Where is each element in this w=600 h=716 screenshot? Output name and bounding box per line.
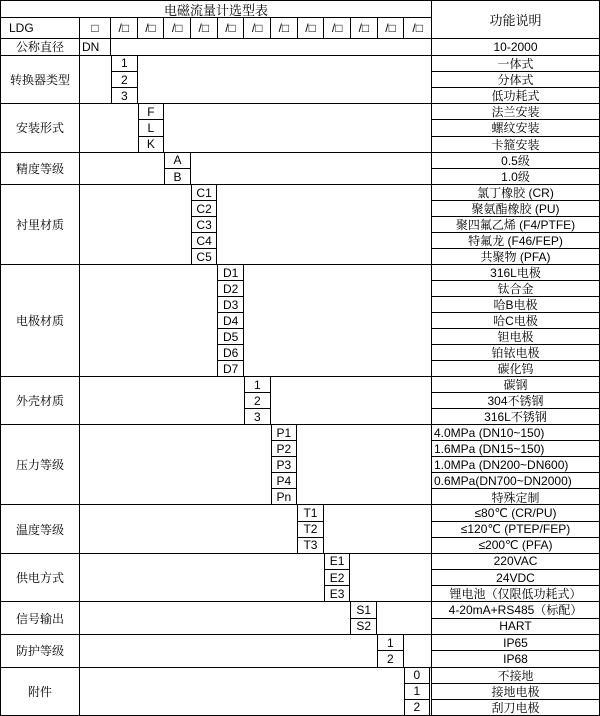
function-cell: 聚氨酯橡胶 (PU): [432, 200, 599, 216]
function-cell: 1.0级: [432, 168, 599, 184]
function-cell: 316L电极: [490, 266, 541, 281]
group-label-power-supply: 供电方式: [1, 554, 80, 601]
function-cell: 哈B电极: [432, 296, 599, 312]
code-cell: DN: [82, 39, 100, 54]
function-cell: 0.6MPa(DN700~DN2000): [432, 472, 599, 488]
empty-cell: [80, 554, 324, 601]
code-cell: 3: [112, 87, 137, 103]
function-column: [431, 554, 599, 601]
code-cell: S2: [351, 618, 376, 634]
empty-cell: [138, 56, 431, 103]
empty-cell: [80, 185, 191, 264]
header-left: [1, 1, 431, 38]
code-cell: E1: [329, 554, 345, 569]
group-label-electrode-material: 电极材质: [1, 265, 80, 376]
function-cell: 1.6MPa (DN15~150): [432, 440, 599, 456]
table-title: 电磁流量计选型表: [1, 1, 431, 18]
code-cell: P2: [272, 440, 297, 456]
code-column: [244, 377, 271, 424]
empty-cell: [80, 104, 138, 151]
code-cell: T2: [298, 521, 323, 537]
group-accuracy-class: [1, 152, 599, 185]
empty-cell: [297, 425, 431, 504]
code-cell: C3: [192, 216, 217, 232]
function-column: [431, 425, 599, 504]
function-cell: 卡箍安装: [432, 136, 599, 152]
empty-cell: [244, 265, 431, 376]
group-label-installation-type: 安装形式: [1, 104, 80, 151]
code-cell: 2: [405, 699, 430, 715]
code-cell: 2: [112, 71, 137, 87]
code-cell: 1: [253, 377, 261, 392]
code-column: [350, 602, 377, 634]
function-cell: 钽电极: [432, 328, 599, 344]
function-cell: 氯丁橡胶 (CR): [477, 186, 554, 201]
function-column: [431, 505, 599, 552]
model-prefix: LDG: [1, 18, 80, 38]
function-cell: IP68: [432, 650, 599, 666]
model-code-row: [1, 18, 431, 38]
function-cell: 钛合金: [432, 280, 599, 296]
code-cell: 3: [245, 408, 270, 424]
code-cell: 1: [405, 683, 430, 699]
function-column: [431, 56, 599, 103]
function-column: [431, 104, 599, 151]
code-cell: C1: [196, 185, 212, 200]
group-signal-output: [1, 601, 599, 634]
code-column: [271, 425, 298, 504]
empty-cell: [80, 635, 377, 667]
code-cell: K: [139, 136, 164, 152]
code-cell: P3: [272, 456, 297, 472]
function-cell: 共聚物 (PFA): [432, 248, 599, 264]
code-cell: S1: [356, 602, 372, 617]
code-segment-box: /□: [111, 18, 138, 38]
empty-cell: [80, 377, 244, 424]
code-cell: D3: [218, 296, 243, 312]
group-installation-type: [1, 103, 599, 151]
code-segment-box: /□: [298, 18, 325, 38]
code-cell: 1: [120, 56, 128, 71]
code-cell: T1: [303, 506, 318, 521]
function-cell: IP65: [503, 635, 528, 650]
group-label-converter-type: 转换器类型: [1, 56, 80, 103]
function-column: [431, 153, 599, 185]
code-segment-box: /□: [164, 18, 191, 38]
code-cell: D6: [218, 344, 243, 360]
function-cell: 特殊定制: [432, 488, 599, 504]
function-cell: 304不锈钢: [432, 392, 599, 408]
code-cell: E2: [325, 569, 350, 585]
group-liner-material: [1, 184, 599, 264]
empty-cell: [350, 554, 431, 601]
code-cell: P1: [276, 425, 292, 440]
code-cell: 0: [413, 668, 421, 683]
group-label-temperature-rating: 温度等级: [1, 505, 80, 552]
function-column: [431, 39, 599, 55]
code-segment-box: /□: [324, 18, 351, 38]
function-column: [431, 602, 599, 634]
code-segment-box: /□: [271, 18, 298, 38]
empty-cell: [164, 104, 431, 151]
function-cell: ≤80℃ (CR/PU): [474, 506, 557, 521]
group-label-housing-material: 外壳材质: [1, 377, 80, 424]
function-column: [431, 265, 599, 376]
code-column: [80, 39, 111, 55]
table-header: [1, 1, 599, 38]
code-segment-box: /□: [412, 21, 424, 35]
function-column: [431, 377, 599, 424]
code-cell: Pn: [272, 488, 297, 504]
code-column: [191, 185, 218, 264]
table-body: [1, 38, 599, 715]
group-label-pressure-rating: 压力等级: [1, 425, 80, 504]
function-cell: 0.5级: [501, 153, 530, 168]
code-column: [377, 635, 404, 667]
function-column-header: 功能说明: [431, 1, 599, 38]
empty-cell: [217, 185, 431, 264]
group-label-accuracy-class: 精度等级: [1, 153, 80, 185]
code-cell: A: [173, 153, 182, 168]
code-cell: C5: [192, 248, 217, 264]
function-cell: 法兰安装: [491, 105, 540, 120]
code-cell: B: [165, 168, 190, 184]
function-cell: 铂铱电极: [432, 344, 599, 360]
group-pressure-rating: [1, 424, 599, 504]
function-column: [431, 635, 599, 667]
code-cell: P4: [272, 472, 297, 488]
code-column: [324, 554, 351, 601]
empty-cell: [271, 377, 431, 424]
function-cell: 分体式: [432, 71, 599, 87]
empty-cell: [80, 505, 297, 552]
empty-cell: [191, 153, 431, 185]
code-cell: D5: [218, 328, 243, 344]
code-cell: E3: [325, 585, 350, 601]
empty-cell: [80, 153, 164, 185]
group-label-liner-material: 衬里材质: [1, 185, 80, 264]
group-label-accessories: 附件: [1, 668, 80, 715]
group-label-protection-rating: 防护等级: [1, 635, 80, 667]
group-protection-rating: [1, 634, 599, 667]
empty-cell: [80, 668, 404, 715]
function-cell: 220VAC: [493, 554, 538, 569]
function-cell: 1.0MPa (DN200~DN600): [432, 456, 599, 472]
empty-cell: [80, 425, 271, 504]
code-segment-box: /□: [191, 18, 218, 38]
code-segment-box: /□: [218, 18, 245, 38]
function-cell: 接地电极: [432, 683, 599, 699]
code-cell: 1: [386, 635, 394, 650]
empty-cell: [80, 56, 111, 103]
function-cell: 哈C电极: [432, 312, 599, 328]
function-cell: 螺纹安装: [432, 119, 599, 135]
function-cell: 特氟龙 (F46/FEP): [432, 232, 599, 248]
empty-cell: [377, 602, 431, 634]
function-cell: 316L不锈钢: [432, 408, 599, 424]
code-segment-box: /□: [138, 18, 165, 38]
code-cell: L: [139, 119, 164, 135]
empty-cell: [80, 602, 350, 634]
code-segment-box: /□: [244, 18, 271, 38]
code-column: [217, 265, 244, 376]
function-cell: 碳化钨: [432, 360, 599, 376]
empty-cell: [404, 635, 431, 667]
function-cell: HART: [432, 618, 599, 634]
function-cell: ≤200℃ (PFA): [432, 537, 599, 553]
function-cell: 刮刀电极: [432, 699, 599, 715]
function-cell: 聚四氟乙烯 (F4/PTFE): [432, 216, 599, 232]
code-column: [111, 56, 138, 103]
code-cell: C4: [192, 232, 217, 248]
code-cell: F: [147, 104, 155, 119]
function-cell: 锂电池（仅限低功耗式）: [432, 585, 599, 601]
function-cell: 碳钢: [503, 378, 528, 393]
function-cell: 10-2000: [493, 39, 538, 54]
code-cell: 2: [378, 650, 403, 666]
function-column: [431, 668, 599, 715]
code-cell: C2: [192, 200, 217, 216]
code-cell: D7: [218, 360, 243, 376]
code-column: [138, 104, 165, 151]
function-cell: 24VDC: [432, 569, 599, 585]
code-segment-box: /□: [351, 18, 378, 38]
function-cell: 不接地: [497, 668, 534, 683]
function-column: [431, 185, 599, 264]
function-cell: 4.0MPa (DN10~150): [434, 425, 545, 440]
code-cell: D4: [218, 312, 243, 328]
code-segment-box: /□: [378, 18, 405, 38]
group-label-nominal-diameter: 公称直径: [1, 39, 80, 55]
code-cell: D1: [223, 265, 239, 280]
group-accessories: [1, 667, 599, 715]
code-column: [404, 668, 431, 715]
code-column: [164, 153, 191, 185]
empty-cell: [324, 505, 431, 552]
group-housing-material: [1, 376, 599, 424]
group-nominal-diameter: [1, 38, 599, 55]
group-electrode-material: [1, 264, 599, 376]
empty-cell: [111, 39, 431, 55]
group-power-supply: [1, 553, 599, 601]
function-cell: ≤120℃ (PTEP/FEP): [432, 521, 599, 537]
code-cell: T3: [298, 537, 323, 553]
group-label-signal-output: 信号输出: [1, 602, 80, 634]
code-cell: D2: [218, 280, 243, 296]
function-cell: 4-20mA+RS485（标配）: [448, 603, 583, 618]
function-cell: 一体式: [497, 56, 534, 71]
code-box: □: [80, 18, 111, 38]
code-column: [297, 505, 324, 552]
group-temperature-rating: [1, 504, 599, 552]
empty-cell: [80, 265, 217, 376]
code-cell: 2: [245, 392, 270, 408]
group-converter-type: [1, 55, 599, 103]
function-cell: 低功耗式: [432, 87, 599, 103]
